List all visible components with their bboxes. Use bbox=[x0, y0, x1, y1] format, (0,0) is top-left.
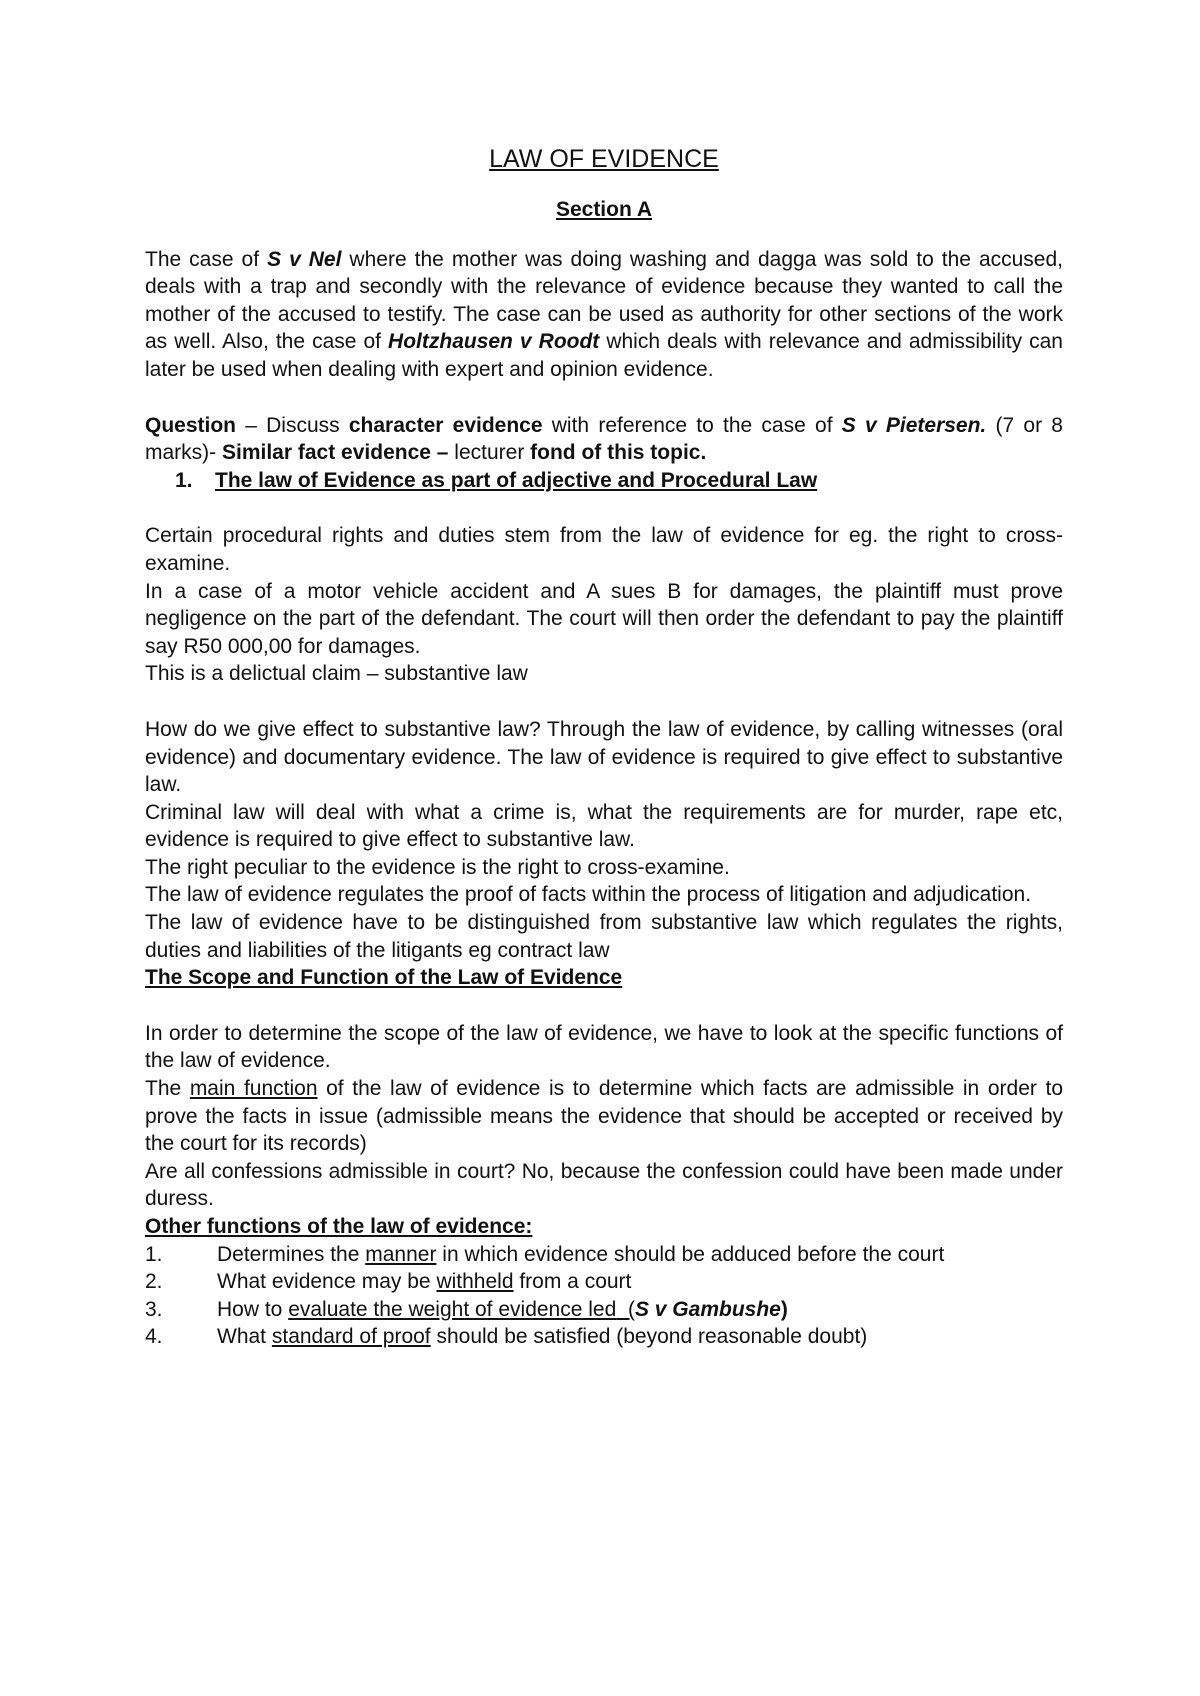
body-line: In order to determine the scope of the law of evidence, we have to look at the specific functions of the law of evidence. bbox=[145, 1021, 1063, 1073]
list-item: 2. What evidence may be withheld from a court bbox=[145, 1270, 632, 1294]
body-line: The law of evidence have to be distinguished from substantive law which regulates the rights, duties and liabilities of the litigants eg contract law bbox=[145, 911, 1063, 962]
body-line: The right peculiar to the evidence is the right to cross-examine. bbox=[145, 855, 730, 879]
scope-block bbox=[145, 1020, 1063, 1213]
intro-paragraph: The case of S v Nel where the mother was doing washing and dagga was sold to the accused, deals with a trap and secondly with the relevance of evidence because they wanted to call the mother of the accused to testify. The case can be used as authority for other sections of the work as well. Also, the case of Holtzhausen v Roodt which deals with relevance and admissibility can later be used when dealing with expert and opinion evidence. bbox=[145, 247, 1064, 381]
numbered-heading: 1. The law of Evidence as part of adjective and Procedural Law bbox=[175, 468, 818, 492]
body-line: Are all confessions admissible in court? No, because the confession could have been made under duress. bbox=[145, 1159, 1063, 1211]
case-name: S v Nel bbox=[267, 247, 342, 271]
body-line: In a case of a motor vehicle accident and A sues B for damages, the plaintiff must prove negligence on the part of the defendant. The court will then order the defendant to pay the plaintiff say R50 000,00 for damages. bbox=[145, 579, 1063, 658]
body-line: Criminal law will deal with what a crime is, what the requirements are for murder, rape etc, evidence is required to give effect to substantive law. bbox=[145, 800, 1063, 852]
body-line: This is a delictual claim – substantive law bbox=[145, 662, 528, 686]
substantive-law-block bbox=[145, 716, 1063, 964]
list-item: 3. How to evaluate the weight of evidence led (S v Gambushe) bbox=[145, 1297, 788, 1321]
body-line: Certain procedural rights and duties stem from the law of evidence for eg. the right to cross-examine. bbox=[145, 524, 1063, 575]
body-line: The main function of the law of evidence is to determine which facts are admissible in order to prove the facts in issue (admissible means the evidence that should be accepted or received by the court for its records) bbox=[145, 1077, 1063, 1156]
body-line: How do we give effect to substantive law? Through the law of evidence, by calling witnesses (oral evidence) and documentary evidence. The law of evidence is required to give effect to substantive law. bbox=[145, 717, 1063, 797]
procedural-law-block bbox=[145, 522, 1063, 688]
list-item: 1. Determines the manner in which evidence should be adduced before the court bbox=[145, 1242, 945, 1266]
section-heading: Section A bbox=[555, 198, 653, 221]
functions-list bbox=[145, 1241, 1063, 1351]
question-paragraph: Question – Discuss character evidence with reference to the case of S v Pietersen. (7 or 8 marks)- Similar fact evidence – lecturer fond of this topic. bbox=[145, 413, 1063, 465]
body-line: The law of evidence regulates the proof of facts within the process of litigation and adjudication. bbox=[145, 883, 1032, 907]
case-name: S v Gambushe bbox=[634, 1297, 781, 1321]
scope-heading: The Scope and Function of the Law of Evidence bbox=[145, 966, 623, 990]
document-title: LAW OF EVIDENCE bbox=[489, 145, 719, 173]
case-name: S v Pietersen. bbox=[841, 413, 987, 437]
case-name: Holtzhausen v Roodt bbox=[388, 330, 600, 354]
functions-heading: Other functions of the law of evidence: bbox=[145, 1215, 533, 1238]
list-item: 4. What standard of proof should be satisfied (beyond reasonable doubt) bbox=[145, 1325, 868, 1349]
